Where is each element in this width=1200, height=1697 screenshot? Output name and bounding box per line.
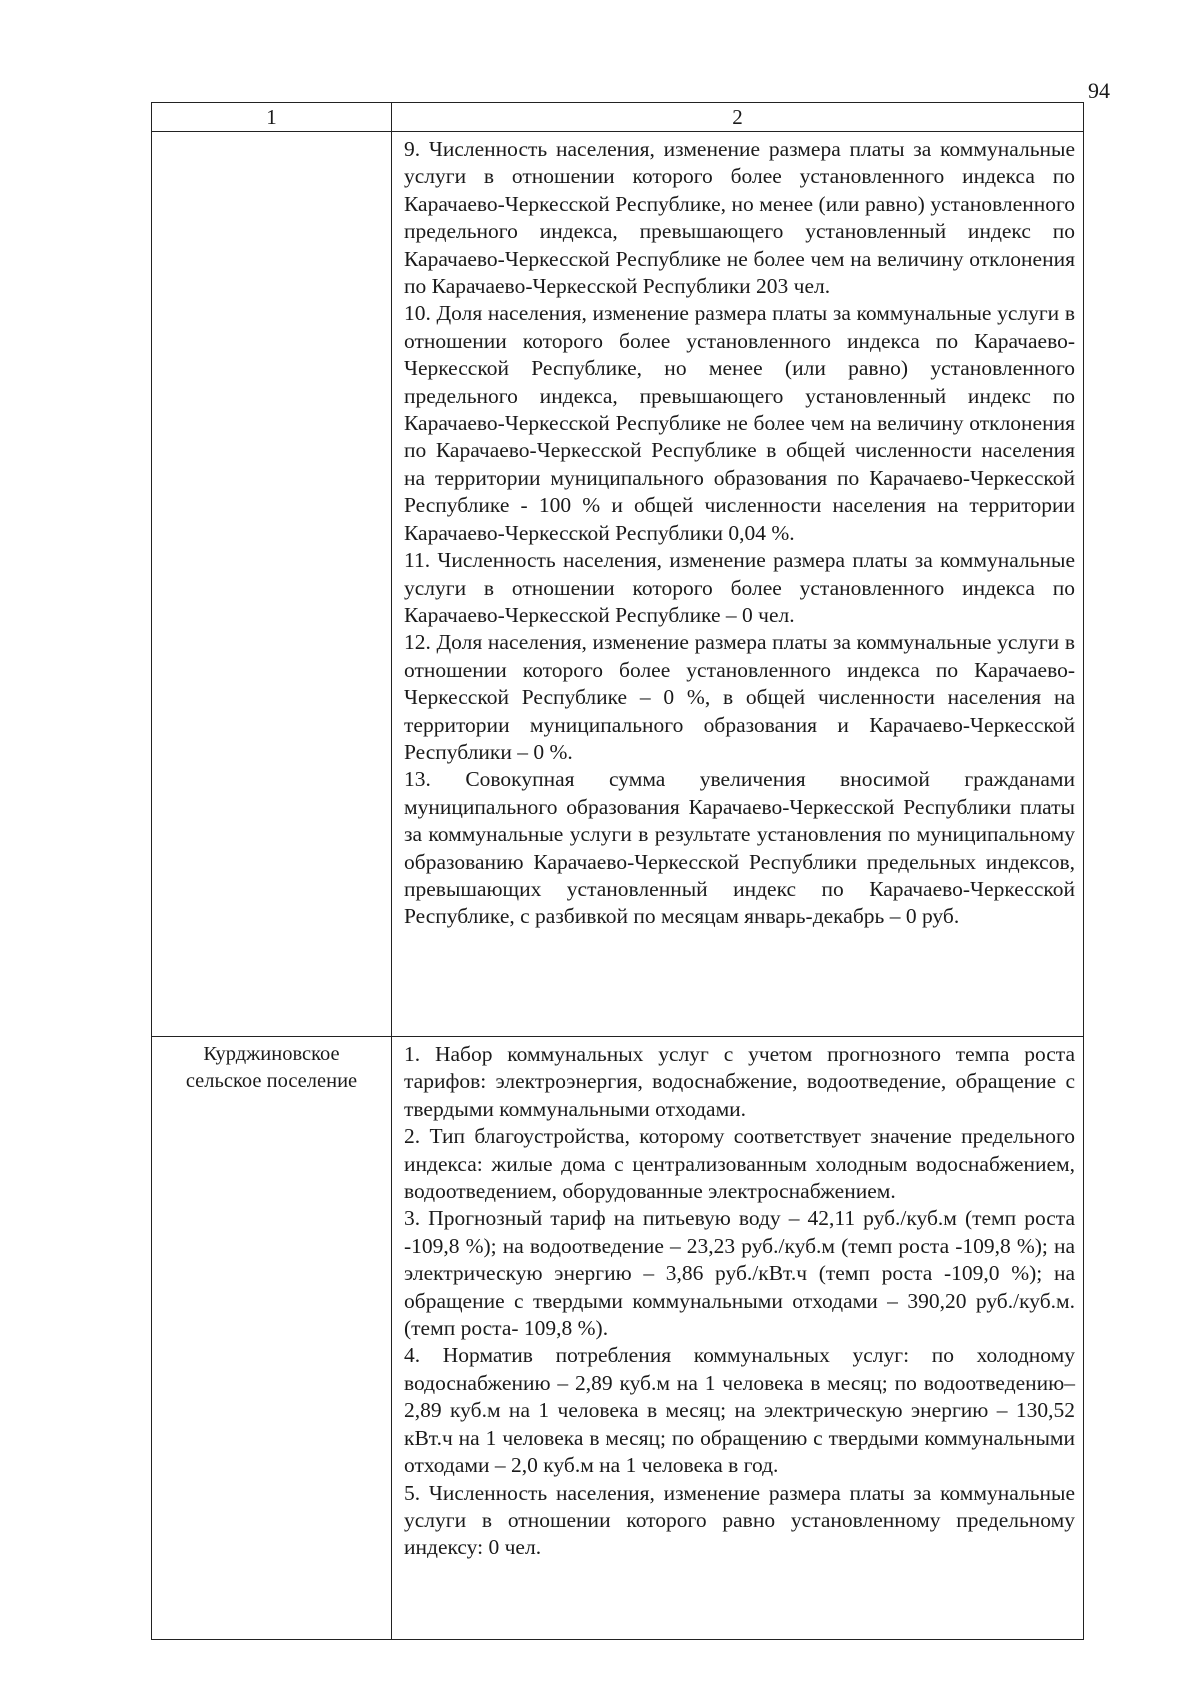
page-number: 94: [1088, 78, 1110, 103]
municipality-name-cell: [152, 1037, 392, 1640]
municipality-name-line-2: сельское поселение: [185, 1070, 358, 1092]
table-row: [152, 1037, 1084, 1640]
indicator-item-9: 9. Численность населения, изменение размера платы за коммунальные услуги в отношении которого более установленного индекса по Карачаево-Черкесской Республике, но менее (или равно) установленного предельного индекса, превышающего установленный индекс по Карачаево-Черкесской Республике не более чем на величину отклонения по Карачаево-Черкесской Республики 203 чел.: [404, 137, 1075, 299]
document-table: [151, 102, 1084, 1640]
indicator-item-12: 12. Доля населения, изменение размера платы за коммунальные услуги в отношении которого более установленного индекса по Карачаево-Черкесской Республике – 0 %, в общей численности населения на территории муниципального образования и Карачаево-Черкесской Республики – 0 %.: [404, 630, 1075, 764]
indicator-item-3: 3. Прогнозный тариф на питьевую воду – 42,11 руб./куб.м (темп роста -109,8 %); на водоотведение – 23,23 руб./куб.м (темп роста -109,8 %); на электрическую энергию – 3,86 руб./кВт.ч (темп роста -109,0 %); на обращение с твердыми коммунальными отходами – 390,20 руб./куб.м. (темп роста- 109,8 %).: [404, 1206, 1075, 1341]
indicators-cell: [392, 1037, 1084, 1640]
column-header-2: 2: [392, 103, 1084, 132]
table-row: [152, 132, 1084, 1037]
municipality-name-cell: [152, 132, 392, 1037]
table-header-row: [152, 103, 1084, 132]
indicator-item-10: 10. Доля населения, изменение размера платы за коммунальные услуги в отношении которого более установленного индекса по Карачаево-Черкесской Республике, но менее (или равно) установленного предельного индекса, превышающего установленный индекс по Карачаево-Черкесской Республике не более чем на величину отклонения по Карачаево-Черкесской Республике в общей численности населения на территории муниципального образования по Карачаево-Черкесской Республике - 100 % и общей численности населения на территории Карачаево-Черкесской Республики 0,04 %.: [404, 301, 1075, 545]
indicator-item-2: 2. Тип благоустройства, которому соответствует значение предельного индекса: жилые дома с централизованным холодным водоснабжением, водоотведением, оборудованные электроснабжением.: [404, 1124, 1075, 1204]
municipality-name-line-1: Курджиновское: [203, 1043, 340, 1065]
indicator-item-11: 11. Численность населения, изменение размера платы за коммунальные услуги в отношении которого более установленного индекса по Карачаево-Черкесской Республике – 0 чел.: [404, 548, 1075, 627]
indicators-cell: [392, 132, 1084, 1037]
indicator-item-13: 13. Совокупная сумма увеличения вносимой гражданами муниципального образования Карачаево-Черкесской Республики платы за коммунальные услуги в результате установления по муниципальному образованию Карачаево-Черкесской Республики предельных индексов, превышающих установленный индекс по Карачаево-Черкесской Республике, с разбивкой по месяцам январь-декабрь – 0 руб.: [404, 767, 1075, 929]
indicator-item-5: 5. Численность населения, изменение размера платы за коммунальные услуги в отношении которого равно установленному предельному индексу: 0 чел.: [404, 1480, 1075, 1560]
indicator-item-1: 1. Набор коммунальных услуг с учетом прогнозного темпа роста тарифов: электроэнергия, водоснабжение, водоотведение, обращение с твердыми коммунальными отходами.: [404, 1042, 1075, 1121]
indicator-item-4: 4. Норматив потребления коммунальных услуг: по холодному водоснабжению – 2,89 куб.м на 1 человека в месяц; по водоотведению– 2,89 куб.м на 1 человека в месяц; на электрическую энергию – 130,52 кВт.ч на 1 человека в месяц; по обращению с твердыми коммунальными отходами – 2,0 куб.м на 1 человека в год.: [404, 1343, 1075, 1478]
column-header-1: 1: [152, 103, 392, 132]
